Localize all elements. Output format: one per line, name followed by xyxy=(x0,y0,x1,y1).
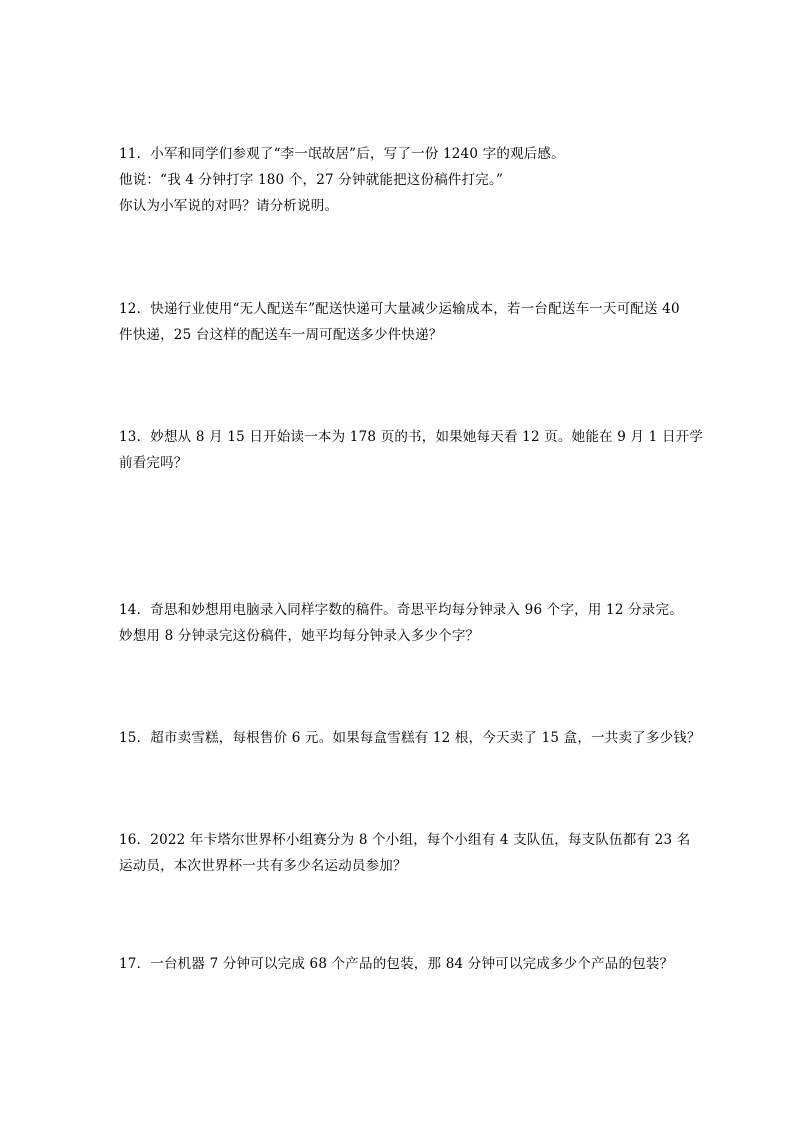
question-13-line-2: 前看完吗？ xyxy=(119,455,188,471)
question-13 xyxy=(119,424,704,476)
question-11-line-1: 11．小军和同学们参观了“李一氓故居”后，写了一份 1240 字的观后感。 xyxy=(119,146,565,162)
question-12-line-1: 12．快递行业使用“无人配送车”配送快递可大量减少运输成本，若一台配送车一天可配送 40 xyxy=(119,301,680,317)
question-14-line-2: 妙想用 8 分钟录完这份稿件，她平均每分钟录入多少个字？ xyxy=(119,628,480,644)
question-16-line-1: 16．2022 年卡塔尔世界杯小组赛分为 8 个小组，每个小组有 4 支队伍，每支队伍都有 23 名 xyxy=(119,832,691,848)
question-17 xyxy=(119,951,689,977)
question-12 xyxy=(119,296,689,348)
question-11-line-3: 你认为小军说的对吗？请分析说明。 xyxy=(119,198,339,214)
question-14 xyxy=(119,597,689,649)
question-15 xyxy=(119,725,701,751)
question-15-line-1: 15．超市卖雪糕，每根售价 6 元。如果每盒雪糕有 12 根，今天卖了 15 盒，一共卖了多少钱？ xyxy=(119,730,701,746)
question-14-line-1: 14．奇思和妙想用电脑录入同样字数的稿件。奇思平均每分钟录入 96 个字，用 12 分录完。 xyxy=(119,602,683,618)
question-11 xyxy=(119,141,689,219)
question-16 xyxy=(119,827,689,879)
question-13-line-1: 13．妙想从 8 月 15 日开始读一本为 178 页的书，如果她每天看 12 页。她能在 9 月 1 日开学 xyxy=(119,429,704,445)
question-17-line-1: 17．一台机器 7 分钟可以完成 68 个产品的包装，那 84 分钟可以完成多少个产品的包装？ xyxy=(119,956,674,972)
question-16-line-2: 运动员，本次世界杯一共有多少名运动员参加？ xyxy=(119,858,407,874)
question-12-line-2: 件快递，25 台这样的配送车一周可配送多少件快递？ xyxy=(119,327,443,343)
question-11-line-2: 他说：“我 4 分钟打字 180 个，27 分钟就能把这份稿件打完。” xyxy=(119,172,504,188)
